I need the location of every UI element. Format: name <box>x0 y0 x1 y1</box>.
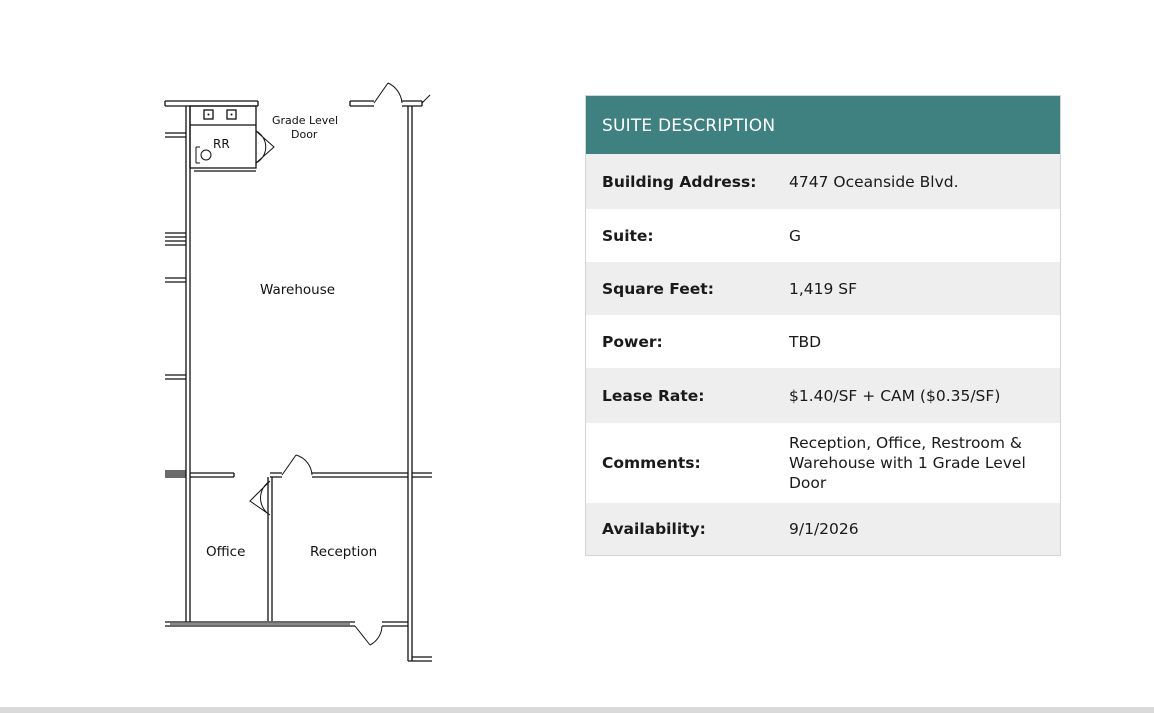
row-building-address <box>586 154 1060 209</box>
restroom-door-swing <box>256 131 274 163</box>
value-square-feet: 1,419 SF <box>789 279 858 298</box>
warehouse-label: Warehouse <box>260 282 336 298</box>
office-label: Office <box>206 544 246 560</box>
row-lease-rate <box>586 368 1060 423</box>
toilet-icon <box>201 150 211 160</box>
toilet-tank <box>196 147 200 163</box>
value-availability: 9/1/2026 <box>789 520 859 538</box>
restroom-label: RR <box>213 137 230 151</box>
office-door-swing <box>250 481 270 515</box>
row-power <box>586 315 1060 368</box>
top-corner-tick <box>422 95 430 103</box>
floor-plan-drawing <box>150 75 450 675</box>
front-door-swing <box>355 626 382 645</box>
value-building-address: 4747 Oceanside Blvd. <box>789 172 959 191</box>
top-wall-corner <box>402 101 422 106</box>
grade-door-label-line2: Door <box>291 128 318 141</box>
warehouse-door-swing <box>282 455 312 475</box>
label-building-address: Building Address: <box>602 172 757 191</box>
left-wall-stubs <box>165 133 186 475</box>
label-availability: Availability: <box>602 520 706 538</box>
suite-description-table <box>585 95 1061 556</box>
sink-left-dot <box>208 114 210 116</box>
top-wall-left <box>165 101 258 106</box>
right-wall <box>408 106 432 661</box>
grade-door-label-line1: Grade Level <box>272 114 339 127</box>
label-power: Power: <box>602 332 663 351</box>
suite-description-header: SUITE DESCRIPTION <box>586 96 1060 154</box>
value-comments: Reception, Office, Restroom & Warehouse with 1 Grade Level Door <box>789 434 1026 492</box>
bottom-scroll-band <box>0 707 1154 713</box>
value-lease-rate: $1.40/SF + CAM ($0.35/SF) <box>789 386 1001 405</box>
label-suite: Suite: <box>602 226 654 245</box>
floor-plan <box>150 75 450 675</box>
office-partition <box>268 477 272 621</box>
value-suite: G <box>789 226 802 245</box>
label-lease-rate: Lease Rate: <box>602 386 705 405</box>
top-door-swing <box>374 83 402 103</box>
row-availability <box>586 503 1060 555</box>
warehouse-divider <box>165 473 432 477</box>
left-wall <box>186 106 190 622</box>
sink-right-dot <box>231 114 233 116</box>
label-square-feet: Square Feet: <box>602 279 714 298</box>
label-comments: Comments: <box>602 454 701 472</box>
value-power: TBD <box>789 332 822 351</box>
reception-label: Reception <box>310 544 378 560</box>
row-comments <box>586 423 1060 503</box>
row-suite <box>586 209 1060 262</box>
top-wall-right <box>350 101 374 106</box>
row-square-feet <box>586 262 1060 315</box>
